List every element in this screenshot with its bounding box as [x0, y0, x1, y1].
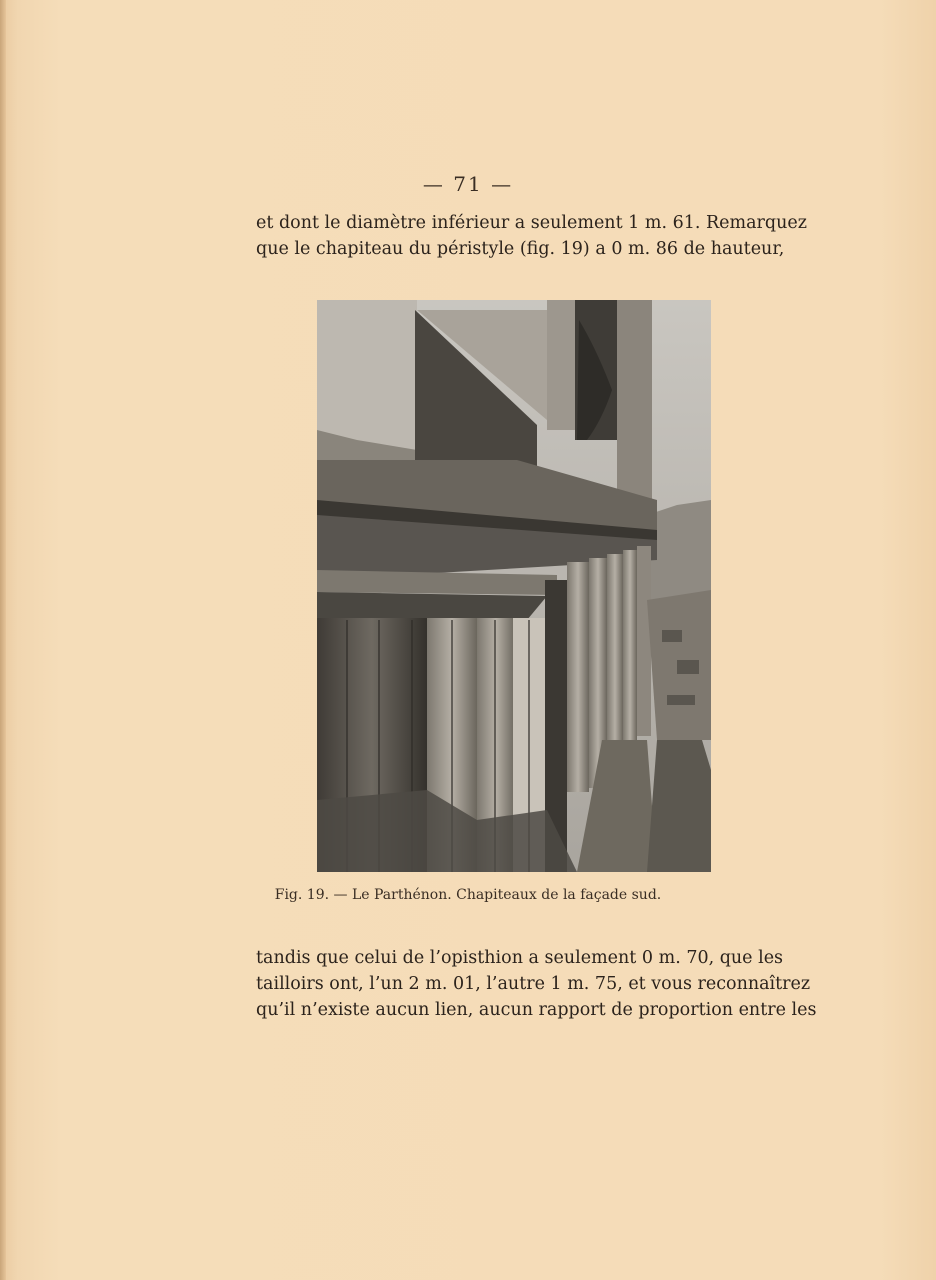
parthenon-photo [317, 300, 711, 872]
page-number: — 71 — [422, 172, 514, 196]
text-line: que le chapiteau du péristyle (fig. 19) a 0 m. 86 de hauteur, [256, 239, 785, 259]
bottom-paragraph [256, 945, 817, 1023]
text-line: et dont le diamètre inférieur a seulement 1 m. 61. Remarquez [256, 213, 807, 233]
figure-caption: Fig. 19. — Le Parthénon. Chapiteaux de la façade sud. [274, 887, 662, 903]
top-paragraph [256, 210, 807, 262]
text-line: tandis que celui de l’opisthion a seulement 0 m. 70, que les [256, 948, 784, 968]
text-line: tailloirs ont, l’un 2 m. 01, l’autre 1 m. 75, et vous reconnaîtrez [256, 974, 811, 994]
figure-photograph [317, 300, 711, 872]
text-line: qu’il n’existe aucun lien, aucun rapport de proportion entre les [256, 1000, 817, 1020]
